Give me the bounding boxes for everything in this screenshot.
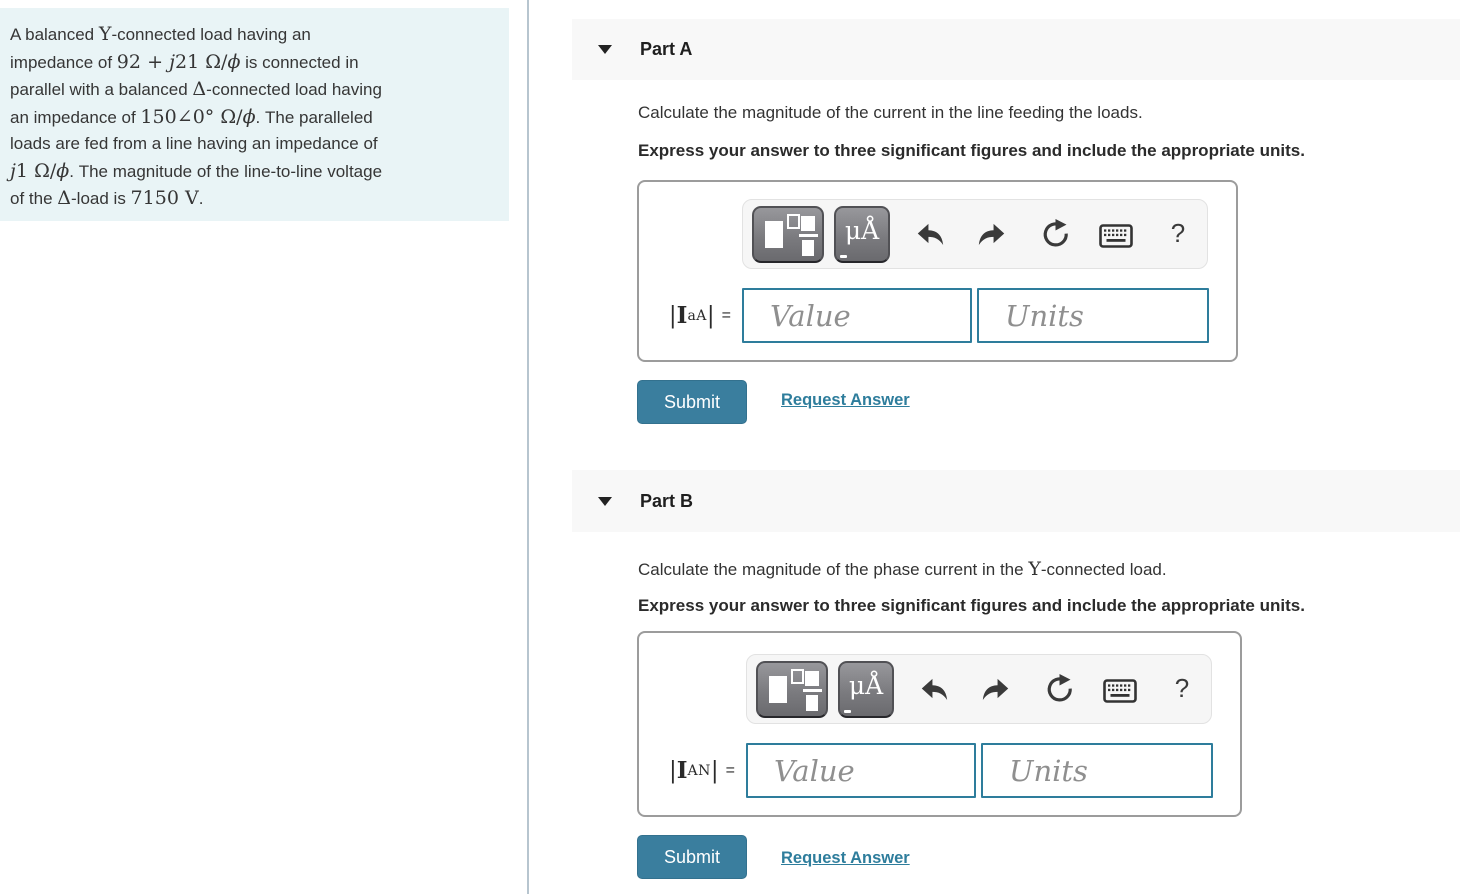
- abs-bar: |: [710, 757, 719, 784]
- redo-icon[interactable]: [975, 219, 1007, 251]
- text-segment: ϕ: [242, 105, 256, 128]
- part-b-question: [638, 558, 1167, 580]
- part-a-question: [638, 103, 1143, 123]
- part-b-title: Part B: [640, 490, 694, 511]
- fraction-bar-icon: [803, 689, 822, 692]
- text-segment: -connected load having an: [111, 25, 311, 44]
- text-segment: of the: [10, 189, 58, 208]
- part-a-title: Part A: [640, 39, 693, 59]
- text-segment: j: [169, 50, 175, 73]
- units-icon: μÅ: [844, 216, 880, 245]
- text-segment: Calculate the magnitude of the phase current in the: [638, 560, 1029, 579]
- text-segment: 21 Ω/: [174, 50, 228, 73]
- fraction-bar-icon: [799, 234, 818, 237]
- text-segment: . The paralleled: [255, 107, 373, 127]
- text-segment: 150∠0° Ω/: [140, 105, 243, 128]
- part-b-request-answer-link[interactable]: Request Answer: [781, 849, 910, 867]
- text-segment: j: [10, 159, 16, 182]
- fraction-denominator-icon: [802, 240, 814, 256]
- text-segment: -connected load.: [1040, 560, 1167, 579]
- help-icon[interactable]: ?: [1174, 673, 1190, 703]
- text-segment: ϕ: [227, 50, 241, 73]
- text-segment: 7150 V: [130, 187, 199, 209]
- undo-icon[interactable]: [915, 219, 947, 251]
- equals-sign: =: [725, 761, 735, 779]
- text-segment: Δ: [57, 187, 72, 209]
- panel-divider: [527, 0, 529, 894]
- collapse-triangle-icon[interactable]: [598, 497, 612, 506]
- reset-icon[interactable]: [1043, 674, 1075, 706]
- current-symbol: I: [676, 757, 688, 784]
- text-segment: Calculate the magnitude of the current in the line feeding the loads.: [638, 103, 1143, 122]
- part-a-request-answer-link[interactable]: Request Answer: [781, 391, 910, 409]
- abs-bar: |: [669, 757, 677, 784]
- text-segment: Δ: [192, 78, 207, 100]
- help-icon[interactable]: ?: [1170, 218, 1186, 248]
- text-segment: -connected load having: [206, 80, 382, 99]
- equals-sign: =: [721, 306, 731, 324]
- text-segment: A balanced: [10, 25, 99, 44]
- part-a-instruction: Express your answer to three significant figures and include the appropriate units.: [638, 141, 1305, 160]
- text-segment: loads are fed from a line having an impedance of: [10, 134, 378, 153]
- text-segment: -load is: [71, 189, 131, 208]
- text-segment: Y: [98, 23, 112, 45]
- keyboard-icon[interactable]: [1099, 223, 1133, 249]
- fraction-denominator-icon: [806, 695, 818, 711]
- abs-bar: |: [706, 302, 715, 329]
- redo-icon[interactable]: [979, 674, 1011, 706]
- text-segment: is connected in: [240, 52, 359, 72]
- superscript-box-icon: [787, 214, 800, 229]
- superscript-box-icon: [791, 669, 804, 684]
- text-segment: parallel with a balanced: [10, 80, 193, 99]
- units-notch-icon: [844, 710, 851, 713]
- part-b-units-input[interactable]: [981, 743, 1213, 798]
- collapse-triangle-icon[interactable]: [598, 45, 612, 54]
- units-icon: μÅ: [848, 671, 884, 700]
- fraction-numerator-icon: [801, 216, 815, 231]
- reset-icon[interactable]: [1039, 219, 1071, 251]
- part-a-value-input[interactable]: [742, 288, 972, 343]
- part-a-header: [572, 19, 1460, 80]
- part-b-value-input[interactable]: [746, 743, 976, 798]
- units-notch-icon: [840, 255, 847, 258]
- part-b-answer-label: [653, 743, 735, 798]
- equation-templates-button[interactable]: [756, 661, 828, 718]
- current-subscript: aA: [687, 307, 707, 324]
- equation-template-icon: [765, 221, 783, 248]
- units-button[interactable]: [838, 661, 894, 718]
- text-segment: 92 +: [116, 50, 170, 73]
- current-subscript: AN: [687, 762, 711, 779]
- equation-toolbar: [742, 199, 1208, 269]
- part-b-answer-box: [637, 631, 1242, 817]
- equation-template-icon: [769, 676, 787, 703]
- part-b-submit-button[interactable]: Submit: [637, 835, 747, 879]
- text-segment: 1 Ω/: [15, 159, 57, 182]
- part-a-answer-box: [637, 180, 1238, 362]
- text-segment: ϕ: [56, 159, 70, 182]
- part-a-units-input[interactable]: [977, 288, 1209, 343]
- part-b-header: [572, 470, 1460, 532]
- problem-statement: [0, 8, 509, 221]
- text-segment: an impedance of: [10, 107, 141, 127]
- part-a-answer-label: [651, 288, 731, 343]
- text-segment: Y: [1028, 558, 1041, 580]
- part-b-instruction: Express your answer to three significant figures and include the appropriate units.: [638, 596, 1305, 615]
- text-segment: impedance of: [10, 52, 117, 72]
- part-a-submit-button[interactable]: Submit: [637, 380, 747, 424]
- text-segment: . The magnitude of the line-to-line voltage: [69, 161, 383, 181]
- units-button[interactable]: [834, 206, 890, 263]
- equation-toolbar: [746, 654, 1212, 724]
- fraction-numerator-icon: [805, 671, 819, 686]
- current-symbol: I: [676, 302, 688, 329]
- text-segment: .: [198, 189, 204, 208]
- abs-bar: |: [668, 302, 677, 329]
- keyboard-icon[interactable]: [1103, 678, 1137, 704]
- undo-icon[interactable]: [919, 674, 951, 706]
- equation-templates-button[interactable]: [752, 206, 824, 263]
